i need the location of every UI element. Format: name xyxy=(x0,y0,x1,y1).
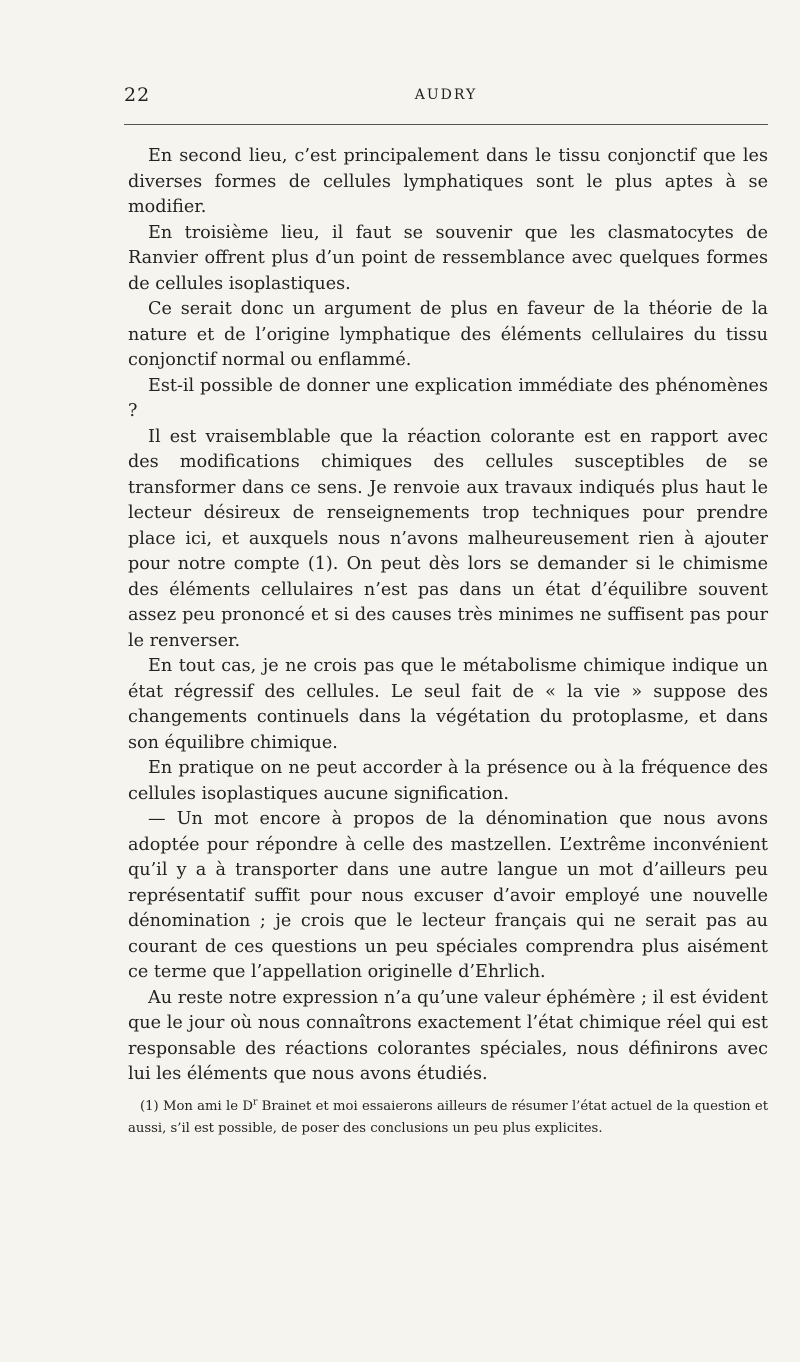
footnote-superscript: r xyxy=(252,1096,258,1108)
body-text xyxy=(128,144,768,1088)
paragraph: En tout cas, je ne crois pas que le métabolisme chimique indique un état régressif des cellules. Le seul fait de « la vie » suppose des changements continuels dans la végétation du protoplasme, et dans son équilibre chimique. xyxy=(128,656,768,753)
paragraph: En second lieu, c’est principalement dans le tissu conjonctif que les diverses formes de cellules lymphatiques sont le plus aptes à se modifier. xyxy=(128,146,768,217)
header-rule xyxy=(124,124,768,125)
paragraph: Ce serait donc un argument de plus en faveur de la théorie de la nature et de l’origine lymphatique des éléments cellulaires du tissu conjonctif normal ou enflammé. xyxy=(128,299,768,370)
paragraph: — Un mot encore à propos de la dénomination que nous avons adoptée pour répondre à celle des mastzellen. L’extrême inconvénient qu’il y a à transporter dans une autre langue un mot d’ailleurs peu représentatif suffit pour nous excuser d’avoir employé une nouvelle dénomination ; je crois que le lecteur français qui ne serait pas au courant de ces questions un peu spéciales comprendra plus aisément ce terme que l’appellation originelle d’Ehrlich. xyxy=(128,809,768,982)
footnote-text xyxy=(128,1096,768,1140)
paragraph: Il est vraisemblable que la réaction colorante est en rapport avec des modifications chimiques des cellules susceptibles de se transformer dans ce sens. Je renvoie aux travaux indiqués plus haut le lecteur désireux de renseignements trop techniques pour prendre place ici, et auxquels nous n’avons malheureusement rien à ajouter pour notre compte (1). On peut dès lors se demander si le chimisme des éléments cellulaires n’est pas dans un état d’équilibre souvent assez peu prononcé et si des causes très minimes ne suffisent pas pour le renverser. xyxy=(128,426,768,651)
page-header xyxy=(124,84,768,114)
page-number: 22 xyxy=(124,84,151,106)
running-head: AUDRY xyxy=(414,87,478,103)
paragraph: En pratique on ne peut accorder à la présence ou à la fréquence des cellules isoplastiques aucune signification. xyxy=(128,758,768,804)
footnote-text-start: (1) Mon ami le D xyxy=(140,1099,253,1114)
footnote xyxy=(128,1096,768,1140)
paragraph: Est-il possible de donner une explication immédiate des phénomènes ? xyxy=(128,375,768,421)
footnote-text-end: Brainet et moi essaierons ailleurs de résumer l’état actuel de la question et aussi, s’il est possible, de poser des conclusions un peu plus explicites. xyxy=(128,1099,768,1136)
paragraph: Au reste notre expression n’a qu’une valeur éphémère ; il est évident que le jour où nous connaîtrons exactement l’état chimique réel qui est responsable des réactions colorantes spéciales, nous définirons avec lui les éléments que nous avons étudiés. xyxy=(128,987,768,1084)
paragraph: En troisième lieu, il faut se souvenir que les clasmatocytes de Ranvier offrent plus d’un point de ressemblance avec quelques formes de cellules isoplastiques. xyxy=(128,222,768,294)
